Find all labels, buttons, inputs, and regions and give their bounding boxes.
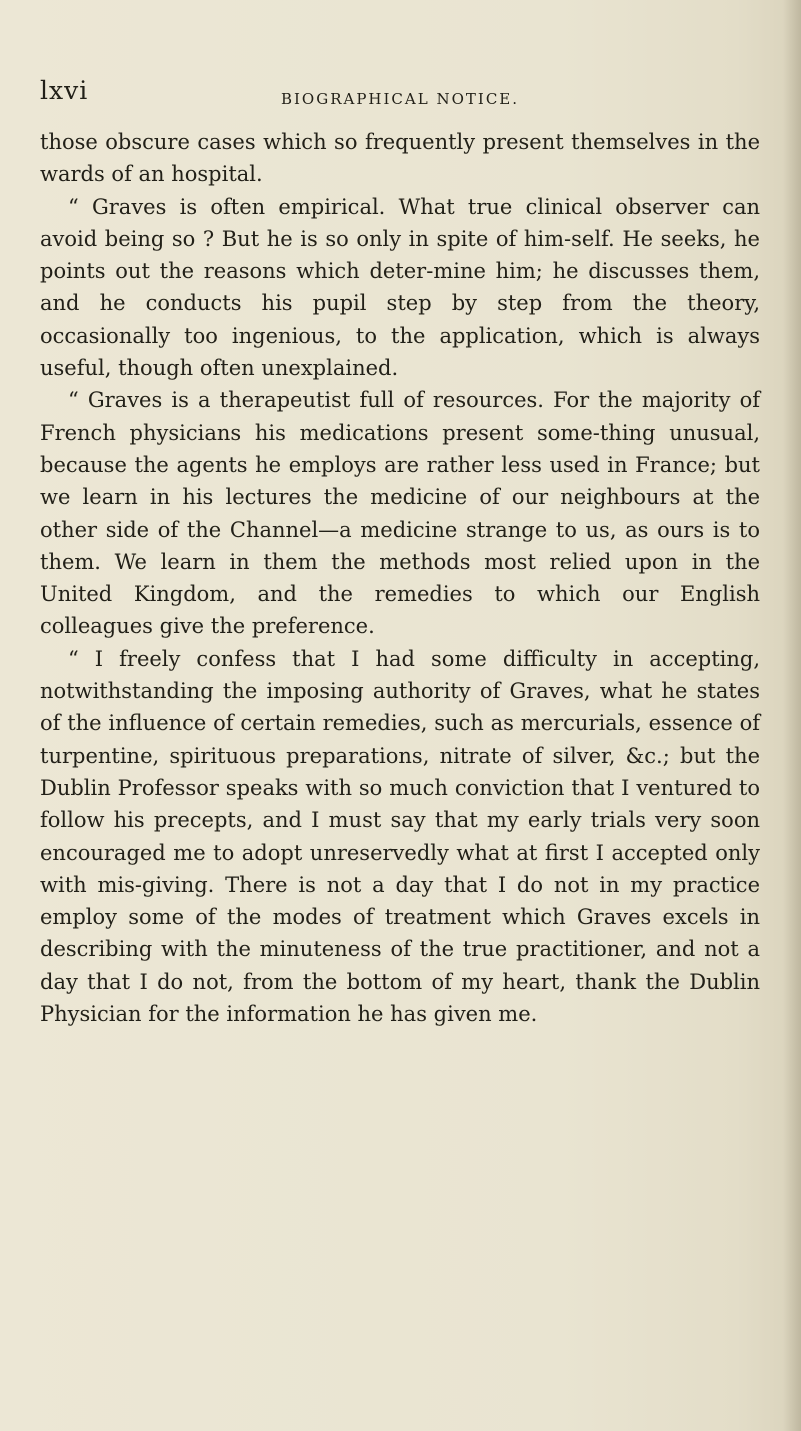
page-header — [40, 76, 760, 116]
page-number: lxvi — [40, 76, 89, 105]
running-head: BIOGRAPHICAL NOTICE. — [280, 90, 520, 108]
paragraph-continued: those obscure cases which so frequently present themselves in the wards of an hospital. — [40, 130, 760, 187]
paragraph-empirical: “ Graves is often empirical. What true clinical observer can avoid being so ? But he is so only in spite of him-self. He seeks, he points out the reasons which deter-mine him; he discusses them, and he conducts his pupil step by step from the theory, occasionally too ingenious, to the application, which is always useful, though often unexplained. — [40, 194, 760, 381]
body-text — [40, 126, 760, 1030]
page-edge-shadow — [783, 0, 801, 1431]
paragraph-confession: “ I freely confess that I had some difficulty in accepting, notwithstanding the imposing authority of Graves, what he states of the influence of certain remedies, such as mercurials, essence of turpentine, spirituous preparations, nitrate of silver, &c.; but the Dublin Professor speaks with so much conviction that I ventured to follow his precepts, and I must say that my early trials very soon encouraged me to adopt unreservedly what at first I accepted only with mis-giving. There is not a day that I do not in my practice employ some of the modes of treatment which Graves excels in describing with the minuteness of the true practitioner, and not a day that I do not, from the bottom of my heart, thank the Dublin Physician for the information he has given me. — [40, 646, 760, 1027]
paragraph-therapeutist: “ Graves is a therapeutist full of resources. For the majority of French physicians his medications present some-thing unusual, because the agents he employs are rather less used in France; but we learn in his lectures the medicine of our neighbours at the other side of the Channel—a medicine strange to us, as ours is to them. We learn in them the methods most relied upon in the United Kingdom, and the remedies to which our English colleagues give the preference. — [40, 388, 760, 639]
